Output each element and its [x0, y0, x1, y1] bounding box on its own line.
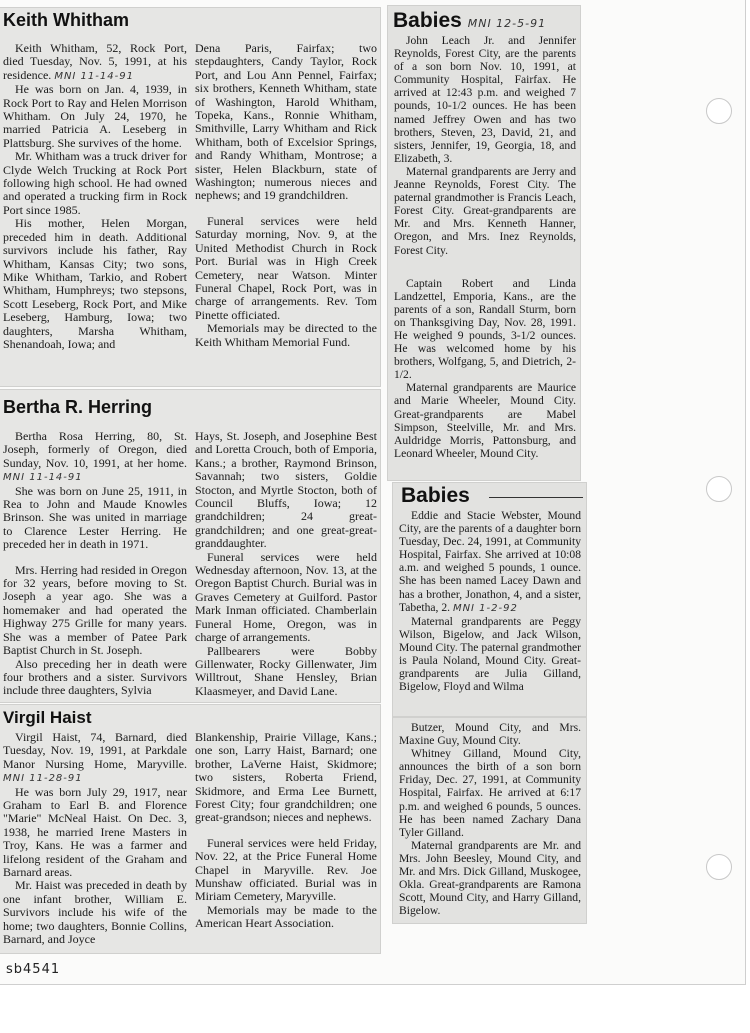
obituary-bertha-herring — [0, 390, 380, 702]
punch-hole-top — [706, 98, 732, 124]
paragraph: Virgil Haist, 74, Barnard, died Tuesday, Nov. 19, 1991, at Parkdale Manor Nursing Home, Maryville. — [3, 731, 187, 771]
paragraph: Pallbearers were Bobby Gillenwater, Rocky Gillenwater, Jim Willtrout, Shane Hensley, Brian Klaasmeyer, and David Lane. — [195, 643, 377, 698]
obituary-column-left — [3, 731, 187, 953]
paragraph: Funeral services were held Wednesday afternoon, Nov. 13, at the Oregon Baptist Church. Burial was in Graves Cemetery at Guilford. Pastor Mark Inman officiated. Chamberlain Funeral Home, Oregon, was in charge of arrangements. — [195, 549, 377, 645]
paragraph: Also preceding her in death were four brothers and a sister. Survivors include three daughters, Sylvia — [3, 656, 187, 698]
birth-announcements-3 — [393, 718, 586, 923]
paragraph: Mr. Whitham was a truck driver for Clyde Welch Trucking at Rock Port following high school. He had owned and operated a trucking firm in Rock Port since 1985. — [3, 149, 187, 217]
headline-text: Babies — [393, 9, 462, 32]
announcement-text — [394, 34, 576, 480]
handwritten-note: MNI 11-14-91 — [54, 70, 134, 82]
handwritten-note: MNI 12-5-91 — [467, 17, 547, 30]
paragraph: Bertha Rosa Herring, 80, St. Joseph, formerly of Oregon, died Sunday, Nov. 10, 1991, at her home. — [3, 430, 187, 470]
obituary-column-right — [195, 731, 377, 953]
section-headline — [393, 10, 546, 31]
paragraph: Captain Robert and Linda Landzettel, Emporia, Kans., are the parents of a son, Randall Sturm, born on Thanksgiving Day, Nov. 28, 1991. He weighed 9 pounds, 3-1/2 ounces. He was welcomed home by his brothers, Wolfgang, 5, and Dietrich, 2-1/2. — [394, 276, 576, 382]
paragraph: Mrs. Herring had resided in Oregon for 32 years, before moving to St. Joseph a year ago. She was a homemaker and had operated the Highway 275 Grille for many years. She was a member of Patee Park Baptist Church in St. Joseph. — [3, 562, 187, 658]
paragraph: He was born on Jan. 4, 1939, in Rock Port to Ray and Helen Morrison Whitham. On July 24, 1970, he married Patricia A. Leseberg in Plattsburg. She survives of the home. — [3, 82, 187, 150]
paragraph: Funeral services were held Friday, Nov. 22, at the Price Funeral Home Chapel in Maryville. Rev. Joe Munshaw officiated. Burial was in Miriam Cemetery, Maryville. — [195, 835, 377, 904]
paragraph: Whitney Gilland, Mound City, announces the birth of a son born Friday, Dec. 27, 1991, at Community Hospital, Fairfax. He arrived at 6:17 p.m. and weighed 6 pounds, 5 ounces. He has been named Zachary Dana Tyler Gilland. — [399, 747, 581, 839]
catalog-number: sb4541 — [6, 962, 61, 977]
announcement-text — [399, 721, 581, 921]
handwritten-note: MNI 11-28-91 — [3, 773, 83, 785]
handwritten-note: MNI 1-2-92 — [452, 602, 518, 614]
obituary-headline: Keith Whitham — [3, 10, 129, 30]
obituary-column-left — [3, 42, 187, 384]
paragraph: Dena Paris, Fairfax; two stepdaughters, Candy Taylor, Rock Port, and Lou Ann Pennel, Fairfax; six brothers, Kenneth Whitham, state of Washington, Harold Whitham, Topeka, Kans., Ronnie Whitham, Smithville, Larry Whitham and Rick Whitham, both of Excelsior Springs, and Randy Whitham, Montrose; a sister, Helen Blackburn, state of Washington; numerous nieces and nephews; and 19 grandchildren. — [195, 42, 377, 203]
punch-hole-middle — [706, 476, 732, 502]
paragraph: Butzer, Mound City, and Mrs. Maxine Guy, Mound City. — [399, 721, 581, 748]
birth-announcements-1 — [388, 6, 580, 480]
paragraph: Eddie and Stacie Webster, Mound City, are the parents of a daughter born Tuesday, Dec. 24, 1991, at Community Hospital, Fairfax. She arrived at 10:08 a.m. and weighed 5 pounds, 1 ounce. She has been named Lacey Dawn and has a brother, Jonathon, 4, and a sister, Tabetha, 2. — [399, 509, 581, 614]
paragraph: Maternal grandparents are Peggy Wilson, Bigelow, and Jack Wilson, Mound City. The paternal grandmother is Paula Noland, Mound City. Great-grandparents are Julia Gilland, Bigelow, Floyd and Wilma — [399, 614, 581, 694]
paragraph: Memorials may be directed to the Keith Whitham Memorial Fund. — [195, 321, 377, 349]
headline-rule — [489, 497, 583, 498]
paragraph: She was born on June 25, 1911, in Rea to John and Maude Knowles Brinson. She was united in marriage to Clarence Lester Herring. He preceded her in death in 1971. — [3, 483, 187, 552]
obituary-headline: Bertha R. Herring — [3, 397, 153, 417]
obituary-keith-whitham — [0, 8, 380, 386]
birth-announcements-2 — [393, 483, 586, 716]
paragraph: His mother, Helen Morgan, preceded him in death. Additional survivors include his father, Ray Whitham, Kansas City; two sons, Mike Whitham, Tarkio, and Robert Whitham, Humphreys; two stepsons, Scott Leseberg, Rock Port, and Mike Leseberg, Hamburg, Iowa; two daughters, Marsha Whitham, Shenandoah, Iowa; and — [3, 216, 187, 351]
handwritten-note: MNI 11-14-91 — [3, 472, 83, 484]
paragraph: Memorials may be made to the American Heart Association. — [195, 902, 377, 931]
paragraph: Maternal grandparents are Mr. and Mrs. John Beesley, Mound City, and Mr. and Mrs. Dick Gilland, Muskogee, Okla. Great-grandparents are Ramona Scott, Mound City, and Harry Gilland, Bigelow. — [399, 838, 581, 918]
obituary-virgil-haist — [0, 705, 380, 953]
paragraph: Funeral services were held Saturday morning, Nov. 9, at the United Methodist Church in Rock Port. Burial was in High Creek Cemetery, near Watson. Minter Funeral Chapel, Rock Port, was in charge of arrangements. Rev. Tom Pinette officiated. — [195, 213, 377, 322]
paragraph: John Leach Jr. and Jennifer Reynolds, Forest City, are the parents of a son born Nov. 10, 1991, at Community Hospital, Fairfax. He arrived at 12:43 p.m. and weighed 7 pounds, 10-1/2 ounces. He has been named Jeffrey Owen and has two brothers, Steven, 23, David, 21, and sisters, Jennifer, 19, Georgia, 18, and Elizabeth, 3. — [394, 34, 576, 165]
obituary-column-left — [3, 430, 187, 702]
obituary-column-right — [195, 430, 377, 702]
announcement-text — [399, 509, 581, 716]
section-headline: Babies — [401, 484, 470, 507]
paragraph: Keith Whitham, 52, Rock Port, died Tuesday, Nov. 5, 1991, at his residence. — [3, 42, 187, 82]
paragraph: He was born July 29, 1917, near Graham to Earl B. and Florence "Marie" McNeal Haist. On Dec. 3, 1938, he married Irene Masters in Troy, Kans. He was a farmer and lifelong resident of the Graham and Barnard areas. — [3, 784, 187, 880]
paragraph: Maternal grandparents are Maurice and Marie Wheeler, Mound City. Great-grandparents are Mabel Simpson, Steelville, Mr. and Mrs. Auldridge Morris, Pattonsburg, and Leonard Wheeler, Mound City. — [394, 381, 576, 460]
obituary-column-right — [195, 42, 377, 384]
obituary-headline: Virgil Haist — [3, 708, 92, 727]
paragraph: Hays, St. Joseph, and Josephine Best and Loretta Crouch, both of Emporia, Kans.; a brother, Raymond Brinson, Savannah; two sisters, Goldie Stocton, and Myrtle Stocton, both of Council Bluffs, Iowa; 12 grandchildren; 24 great-grandchildren; and one great-great-granddaughter. — [195, 430, 377, 551]
paragraph: Mr. Haist was preceded in death by one infant brother, William E. Survivors include his wife of the home; two daughters, Bonnie Collins, Barnard, and Joyce — [3, 878, 187, 947]
paragraph: Blankenship, Prairie Village, Kans.; one son, Larry Haist, Barnard; one brother, LaVerne Haist, Skidmore; two sisters, Roberta Friend, Skidmore, and Erma Lee Burnett, Forest City; four grandchildren; one great-grandson; nieces and nephews. — [195, 731, 377, 825]
paragraph: Maternal grandparents are Jerry and Jeanne Reynolds, Forest City. The paternal grandmother is Francis Leach, Forest City. Great-grandparents are Mr. and Mrs. Kenneth Hanner, Oregon, and Mrs. Inez Reynolds, Forest City. — [394, 164, 576, 257]
punch-hole-bottom — [706, 854, 732, 880]
